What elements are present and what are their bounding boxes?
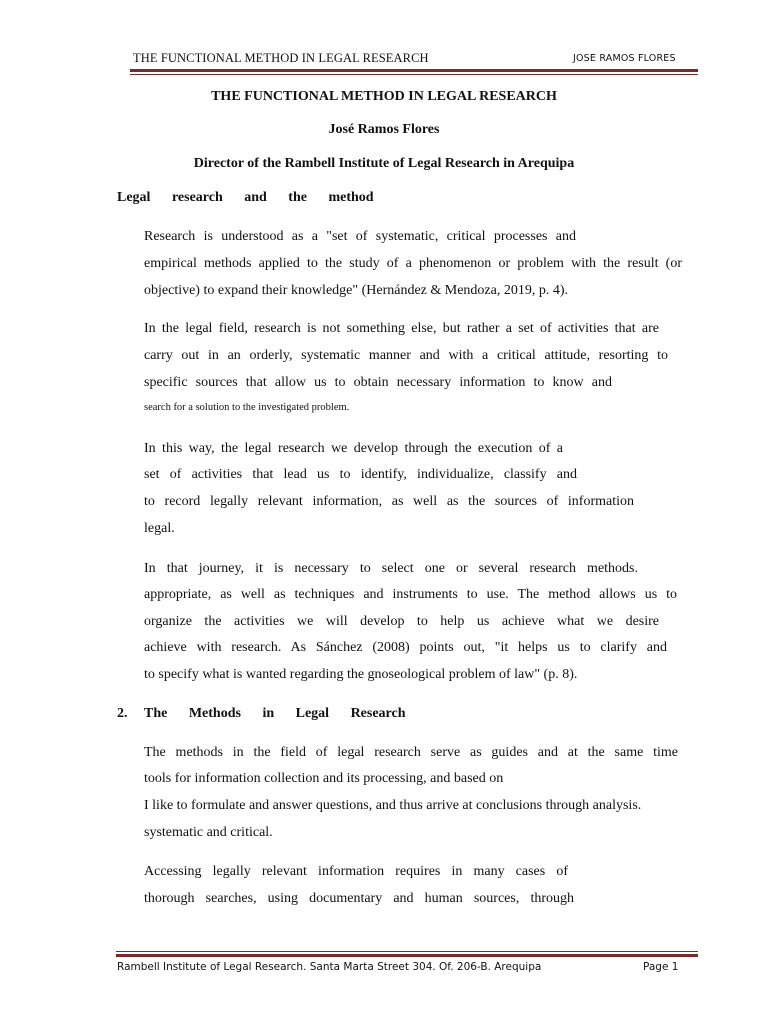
- paragraph-line: organize the activities we will develop to help us achieve what we desire: [144, 614, 659, 629]
- section-heading-methods: The Methods in Legal Research: [144, 706, 406, 721]
- author-name: José Ramos Flores: [328, 122, 440, 137]
- author-affiliation: Director of the Rambell Institute of Legal Research in Arequipa: [193, 156, 575, 171]
- paragraph-line: objective) to expand their knowledge" (Hernández & Mendoza, 2019, p. 4).: [144, 283, 569, 298]
- paragraph-line: Accessing legally relevant information requires in many cases of: [144, 864, 568, 879]
- paragraph-line: carry out in an orderly, systematic manner and with a critical attitude, resorting to: [144, 348, 668, 363]
- footer-rule-thin: [116, 951, 698, 952]
- footer-address: Rambell Institute of Legal Research. Santa Marta Street 304. Of. 206-B. Arequipa: [117, 961, 542, 973]
- document-title: THE FUNCTIONAL METHOD IN LEGAL RESEARCH: [211, 89, 557, 104]
- running-header-title: THE FUNCTIONAL METHOD IN LEGAL RESEARCH: [133, 51, 429, 65]
- header-rule-thin: [130, 74, 698, 75]
- paragraph-line: In that journey, it is necessary to select one or several research methods.: [144, 561, 638, 576]
- section-number: 2.: [117, 706, 128, 721]
- paragraph-line: I like to formulate and answer questions, and thus arrive at conclusions through analysis.: [144, 798, 642, 813]
- section-heading-legal-research: Legal research and the method: [117, 190, 374, 205]
- footer-rule-thick: [116, 954, 698, 957]
- paragraph-line: systematic and critical.: [144, 825, 273, 840]
- paragraph-line: tools for information collection and its processing, and based on: [144, 771, 504, 786]
- paragraph-line: empirical methods applied to the study of a phenomenon or problem with the result (or: [144, 256, 682, 271]
- paragraph-line: thorough searches, using documentary and human sources, through: [144, 891, 574, 906]
- paragraph-line: achieve with research. As Sánchez (2008) points out, "it helps us to clarify and: [144, 640, 667, 655]
- page-number: Page 1: [643, 961, 679, 973]
- paragraph-line: The methods in the field of legal research serve as guides and at the same time: [144, 745, 678, 760]
- paragraph-line: search for a solution to the investigated problem.: [144, 402, 350, 413]
- paragraph-line: legal.: [144, 521, 175, 536]
- running-header-author: JOSE RAMOS FLORES: [573, 53, 676, 64]
- paragraph-line: Research is understood as a "set of systematic, critical processes and: [144, 229, 576, 244]
- paragraph-line: specific sources that allow us to obtain necessary information to know and: [144, 375, 612, 390]
- paragraph-line: appropriate, as well as techniques and instruments to use. The method allows us to: [144, 587, 677, 602]
- paragraph-line: to specify what is wanted regarding the gnoseological problem of law" (p. 8).: [144, 667, 578, 682]
- paragraph-line: to record legally relevant information, as well as the sources of information: [144, 494, 634, 509]
- paragraph-line: In this way, the legal research we develop through the execution of a: [144, 441, 563, 456]
- paragraph-line: set of activities that lead us to identify, individualize, classify and: [144, 467, 577, 482]
- paragraph-line: In the legal field, research is not something else, but rather a set of activities that are: [144, 321, 659, 336]
- header-rule-thick: [130, 69, 698, 72]
